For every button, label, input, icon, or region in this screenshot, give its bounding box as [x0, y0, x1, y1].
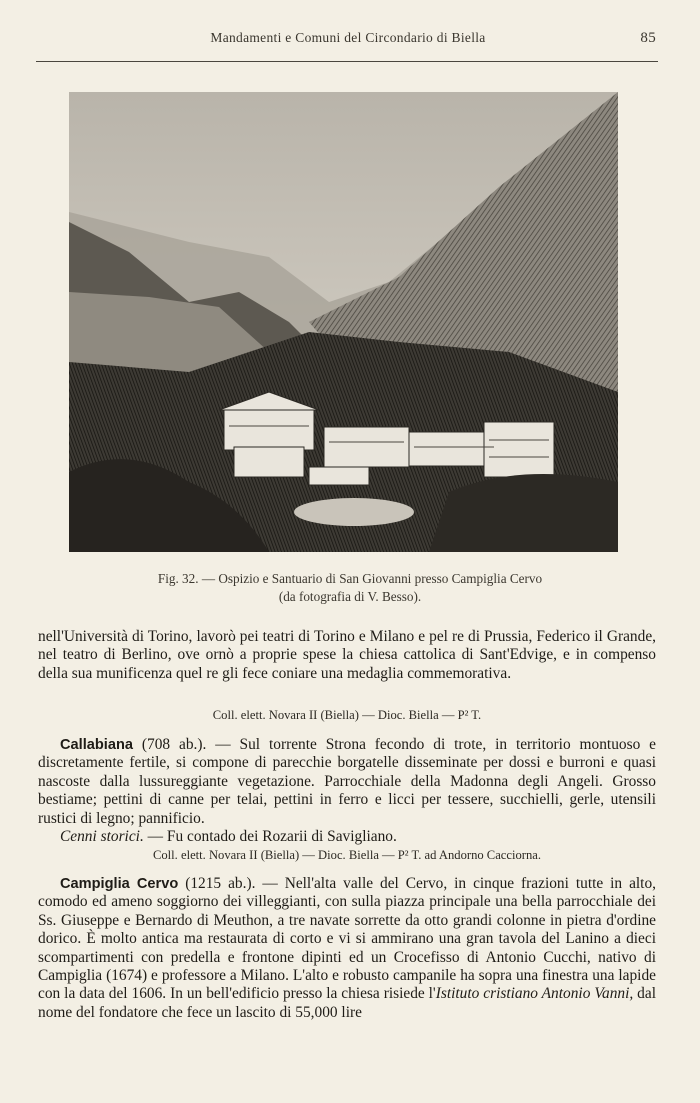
callabiana-paragraph: [38, 736, 656, 828]
caption-line-2: (da fotografia di V. Besso).: [278, 589, 422, 604]
caption-line-1: Fig. 32. — Ospizio e Santuario di San Giovanni presso Campiglia Cervo: [157, 571, 543, 586]
entry-name: Campiglia Cervo: [60, 876, 179, 892]
running-title: Mandamenti e Comuni del Circondario di Biella: [210, 30, 486, 45]
entry-population: (708 ab.).: [133, 736, 207, 753]
istituto-name: Istituto cristiano Antonio Vanni,: [435, 985, 634, 1003]
campiglia-paragraph: [38, 875, 656, 1022]
running-header: [36, 30, 660, 52]
cenni-label: Cenni storici.: [60, 828, 144, 846]
entry-campiglia: [38, 875, 656, 1022]
reference-line-2: Coll. elett. Novara II (Biella) — Dioc. Biella — P² T. ad Andorno Cacciorna.: [152, 848, 542, 862]
entry-text-b: dal nome del fondatore che fece un lascito di 55,000 lire: [38, 985, 656, 1021]
cenni-storici: [38, 828, 656, 846]
page-number: 85: [640, 30, 656, 46]
engraving-illustration: [69, 92, 618, 552]
header-rule: [36, 61, 658, 62]
cenni-text: — Fu contado dei Rozarii di Savigliano.: [143, 828, 397, 846]
entry-population: (1215 ab.).: [178, 875, 256, 892]
paragraph-continuation: [38, 628, 656, 683]
entry-text: — Sul torrente Strona fecondo di trote, in territorio montuoso e discretamente fertile, si compone di parecchie borgatelle disseminate per dossi e burroni e quasi nascoste dalla lussureggiante vegetazione. Parrocchiale della Madonna degli Angeli. Grosso bestiame; pettini di canne per telai, pettini in ferro e licci per tessere, succhielli, gerle, utensili rustici di legno; pannificio.: [38, 736, 656, 827]
entry-name: Callabiana: [60, 737, 133, 753]
reference-line-1: Coll. elett. Novara II (Biella) — Dioc. Biella — P² T.: [212, 708, 482, 722]
figure-caption: [60, 570, 640, 606]
paragraph-text: nell'Università di Torino, lavorò pei teatri di Torino e Milano e pel re di Prussia, Federico il Grande, nel teatro di Berlino, ove ornò a proprie spese la chiesa cattolica di Sant'Edvige, e in compenso della sua munificenza quel re gli fece coniare una medaglia commemorativa.: [38, 628, 656, 682]
engraving-svg: [69, 92, 618, 552]
entry-callabiana: [38, 736, 656, 846]
entry-text-a: — Nell'alta valle del Cervo, in cinque frazioni tutte in alto, comodo ed ameno soggiorno dei villeggianti, con sulla piazza principale una bella parrocchiale dei Ss. Giuseppe e Bernardo di Meuthon, a tre navate sorrette da otto grandi colonne in pietra d'ordine dorico. È molto antica ma restaurata di corto e vi si ammirano una gran tavola del Lanino a dieci scompartimenti con predella e frontone dipinti ed un Crocefisso di Antonio Cucchi, nativo di Campiglia (1674) e professore a Milano. L'alto e robusto campanile ha sopra una finestra una lapide con la data del 1606. In un bell'edificio presso la chiesa risiede l': [38, 875, 656, 1003]
